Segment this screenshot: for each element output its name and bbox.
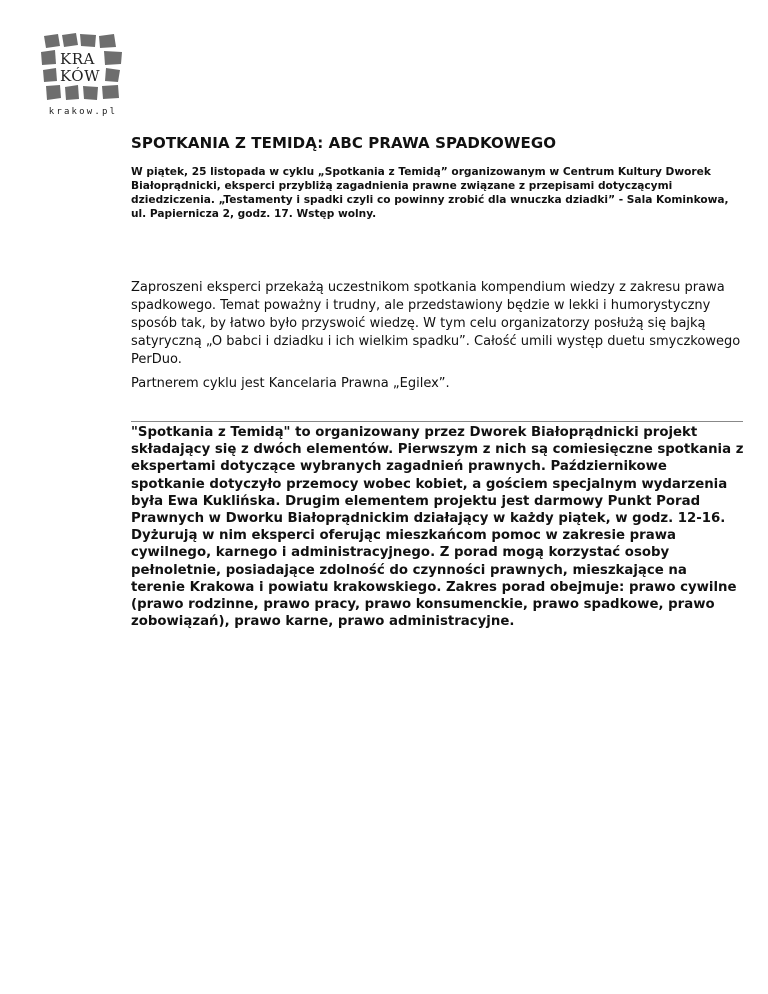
logo-caption: krakow.pl — [48, 107, 118, 117]
article-body: Zaproszeni eksperci przekażą uczestnikom spotkania kompendium wiedzy z zakresu prawa spadkowego. Temat poważny i trudny, ale przedstawiony będzie w lekki i humorystyczny sposób tak, by łatwo było przyswoić wiedzę. W tym celu organizatorzy posłużą się bajką satyryczną „O babci i dziadku i ich wielkim spadku”. Całość umili występ duetu smyczkowego PerDuo. — [131, 280, 741, 367]
krakow-logo[interactable] — [38, 30, 128, 122]
article-lead: W piątek, 25 listopada w cyklu „Spotkania z Temidą” organizowanym w Centrum Kultury Dworek Białoprądnicki, eksperci przybliżą zagadnienia prawne związane z przepisami dotyczącymi dziedziczenia. „Testamenty i spadki czyli co powinny zrobić dla wnuczka dziadki” - Sala Kominkowa, ul. Papiernicza 2, godz. 17. Wstęp wolny. — [131, 166, 729, 220]
divider — [131, 421, 743, 422]
article-title: SPOTKANIA Z TEMIDĄ: ABC PRAWA SPADKOWEGO — [131, 134, 557, 152]
project-description: "Spotkania z Temidą" to organizowany przez Dworek Białoprądnicki projekt składający się z dwóch elementów. Pierwszym z nich są comiesięczne spotkania z ekspertami dotyczące wybranych zagadnień prawnych. Październikowe spotkanie dotyczyło przemocy wobec kobiet, a gościem specjalnym wydarzenia była Ewa Kuklińska. Drugim elementem projektu jest darmowy Punkt Porad Prawnych w Dworku Białoprądnickim działający w każdy piątek, w godz. 12-16. Dyżurują w nim eksperci oferując mieszkańcom pomoc w zakresie prawa cywilnego, karnego i administracyjnego. Z porad mogą korzystać osoby pełnoletnie, posiadające zdolność do czynności prawnych, mieszkające na terenie Krakowa i powiatu krakowskiego. Zakres porad obejmuje: prawo cywilne (prawo rodzinne, prawo pracy, prawo konsumenckie, prawo spadkowe, prawo zobowiązań), prawo karne, prawo administracyjne. — [131, 425, 744, 630]
krakow-logo-icon — [38, 30, 128, 106]
article-partner: Partnerem cyklu jest Kancelaria Prawna „Egilex”. — [131, 376, 450, 391]
logo-word-line2: KÓW — [60, 67, 101, 85]
logo-word-line1: KRA — [60, 50, 95, 68]
